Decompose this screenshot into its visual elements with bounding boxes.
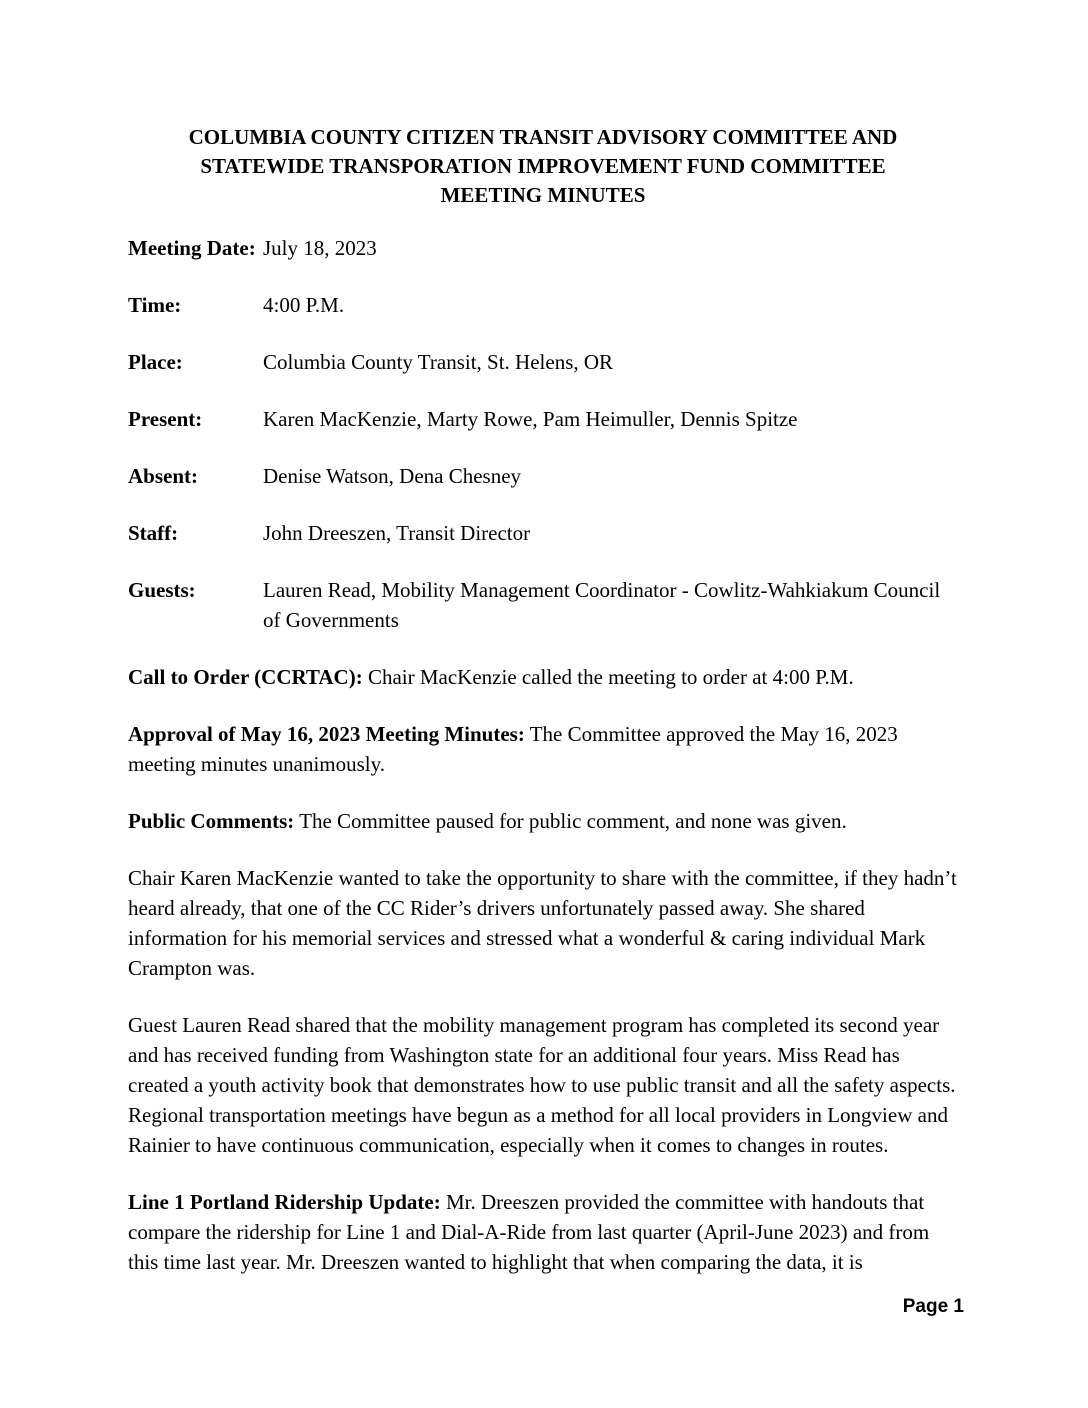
- meta-row-guests: [128, 575, 958, 635]
- meta-value-guests: Lauren Read, Mobility Management Coordinator - Cowlitz-Wahkiakum Council of Governments: [263, 578, 941, 632]
- paragraph-approval-minutes: [128, 719, 958, 779]
- meta-value-staff: John Dreeszen, Transit Director: [263, 521, 531, 545]
- paragraph-call-to-order: [128, 662, 958, 692]
- meta-value-absent: Denise Watson, Dena Chesney: [263, 464, 522, 488]
- paragraph-public-comments: [128, 806, 958, 836]
- meta-row-time: [128, 290, 958, 320]
- page-number: Page 1: [902, 1296, 964, 1317]
- meta-label-absent: Absent:: [128, 464, 199, 488]
- meta-row-staff: [128, 518, 958, 548]
- paragraph-lead-call-to-order: Call to Order (CCRTAC):: [128, 665, 363, 689]
- meta-label-time: Time:: [128, 293, 182, 317]
- meta-row-absent: [128, 461, 958, 491]
- meta-row-meeting-date: [128, 233, 958, 263]
- meta-row-place: [128, 347, 958, 377]
- paragraph-lead-line1-ridership-update: Line 1 Portland Ridership Update:: [128, 1190, 441, 1214]
- paragraph-text-call-to-order: Chair MacKenzie called the meeting to order at 4:00 P.M.: [367, 665, 854, 689]
- document-title: [128, 123, 958, 210]
- paragraph-line1-ridership-update: [128, 1187, 958, 1277]
- paragraph-text-chair-announcement: Chair Karen MacKenzie wanted to take the opportunity to share with the committee, if they hadn’t heard already, that one of the CC Rider’s drivers unfortunately passed away. She shared information for his memorial services and stressed what a wonderful & caring individual Mark Crampton was.: [128, 866, 957, 980]
- paragraph-text-guest-mobility-update: Guest Lauren Read shared that the mobility management program has completed its second year and has received funding from Washington state for an additional four years. Miss Read has created a youth activity book that demonstrates how to use public transit and all the safety aspects. Regional transportation meetings have begun as a method for all local providers in Longview and Rainier to have continuous communication, especially when it comes to changes in routes.: [128, 1013, 956, 1157]
- paragraph-text-approval-minutes: The Committee approved the May 16, 2023 meeting minutes unanimously.: [128, 722, 898, 776]
- paragraph-lead-approval-minutes: Approval of May 16, 2023 Meeting Minutes:: [128, 722, 525, 746]
- meta-label-place: Place:: [128, 350, 183, 374]
- paragraph-guest-mobility-update: [128, 1010, 958, 1160]
- paragraph-text-line1-ridership-update: Mr. Dreeszen provided the committee with handouts that compare the ridership for Line 1 and Dial-A-Ride from last quarter (April-June 2023) and from this time last year. Mr. Dreeszen wanted to highlight that when comparing the data, it is: [128, 1190, 930, 1274]
- meta-label-present: Present:: [128, 407, 203, 431]
- paragraph-chair-announcement: [128, 863, 958, 983]
- meta-value-present: Karen MacKenzie, Marty Rowe, Pam Heimuller, Dennis Spitze: [263, 407, 798, 431]
- meta-label-guests: Guests:: [128, 578, 196, 602]
- title-line-2: STATEWIDE TRANSPORATION IMPROVEMENT FUND COMMITTEE: [200, 154, 886, 178]
- meta-label-meeting-date: Meeting Date:: [128, 236, 256, 260]
- meta-value-time: 4:00 P.M.: [263, 293, 345, 317]
- paragraph-lead-public-comments: Public Comments:: [128, 809, 295, 833]
- meta-row-present: [128, 404, 958, 434]
- meta-value-place: Columbia County Transit, St. Helens, OR: [263, 350, 614, 374]
- meta-value-meeting-date: July 18, 2023: [263, 236, 377, 260]
- title-line-3: MEETING MINUTES: [440, 183, 646, 207]
- paragraph-text-public-comments: The Committee paused for public comment, and none was given.: [299, 809, 847, 833]
- meta-label-staff: Staff:: [128, 521, 179, 545]
- title-line-1: COLUMBIA COUNTY CITIZEN TRANSIT ADVISORY COMMITTEE AND: [188, 125, 898, 149]
